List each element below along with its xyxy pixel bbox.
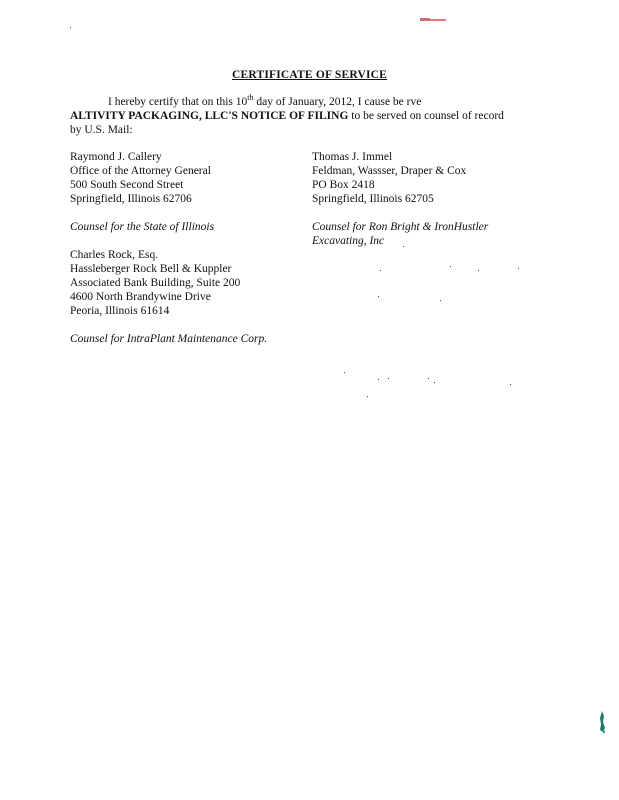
scan-speck bbox=[518, 268, 519, 269]
scan-speck bbox=[434, 382, 435, 383]
scan-speck bbox=[378, 296, 379, 297]
recipient-rock bbox=[70, 248, 267, 346]
intro-line-2-rest: to be served on counsel of record bbox=[348, 110, 504, 122]
recipient-address-line: Hassleberger Rock Bell & Kuppler bbox=[70, 263, 232, 275]
red-scan-mark bbox=[420, 19, 446, 21]
scan-speck bbox=[403, 246, 404, 247]
scan-edge-mark bbox=[598, 710, 606, 734]
recipient-address-line: Springfield, Illinois 62706 bbox=[70, 193, 192, 205]
recipient-name: Thomas J. Immel bbox=[312, 151, 393, 163]
scan-speck bbox=[478, 270, 479, 271]
recipient-address-line: Peoria, Illinois 61614 bbox=[70, 305, 170, 317]
intro-line-2 bbox=[70, 109, 540, 123]
notice-title: ALTIVITY PACKAGING, LLC'S NOTICE OF FILING bbox=[70, 110, 349, 122]
recipient-address-line: 500 South Second Street bbox=[70, 179, 184, 191]
recipient-counsel: Counsel for Ron Bright & IronHustler bbox=[312, 221, 489, 233]
recipient-address-line: Office of the Attorney General bbox=[70, 165, 211, 177]
intro-line-1 bbox=[70, 95, 540, 109]
recipient-name: Raymond J. Callery bbox=[70, 151, 162, 163]
scan-speck bbox=[378, 379, 379, 380]
intro-paragraph bbox=[70, 95, 540, 137]
scan-speck bbox=[380, 270, 381, 271]
recipient-counsel: Counsel for IntraPlant Maintenance Corp. bbox=[70, 333, 268, 345]
scan-speck bbox=[450, 266, 451, 267]
recipient-name: Charles Rock, Esq. bbox=[70, 249, 159, 261]
intro-line-1-text: I hereby certify that on this 10th day of January, 2012, I cause be rve bbox=[108, 93, 422, 108]
scan-speck bbox=[510, 384, 511, 385]
scan-speck bbox=[440, 300, 441, 301]
scan-speck bbox=[367, 396, 368, 397]
recipient-counsel-cont: Excavating, Inc bbox=[312, 235, 385, 247]
intro-line-3: by U.S. Mail: bbox=[70, 124, 133, 136]
recipient-address-line: Associated Bank Building, Suite 200 bbox=[70, 277, 241, 289]
recipient-address-line: 4600 North Brandywine Drive bbox=[70, 291, 211, 303]
page-title: CERTIFICATE OF SERVICE bbox=[231, 69, 388, 81]
recipient-counsel: Counsel for the State of Illinois bbox=[70, 221, 215, 233]
scan-speck bbox=[428, 378, 429, 379]
scan-speck bbox=[344, 372, 345, 373]
recipient-callery bbox=[70, 150, 214, 234]
scan-speck bbox=[388, 378, 389, 379]
scan-speck bbox=[70, 27, 71, 28]
recipient-address-line: PO Box 2418 bbox=[312, 179, 375, 191]
recipient-address-line: Feldman, Wassser, Draper & Cox bbox=[312, 165, 467, 177]
recipient-address-line: Springfield, Illinois 62705 bbox=[312, 193, 434, 205]
recipient-immel bbox=[312, 150, 488, 248]
